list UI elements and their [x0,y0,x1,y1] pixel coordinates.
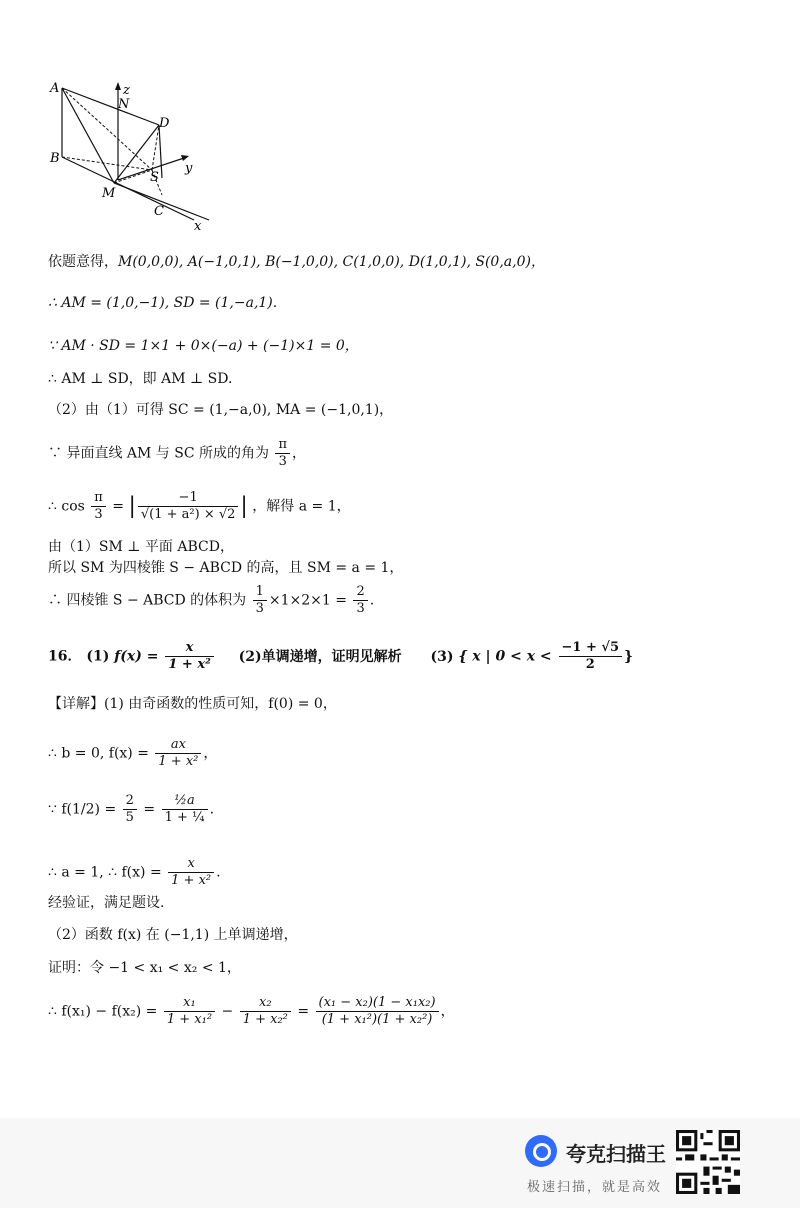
text: ， [203,745,218,762]
label-M: M [102,186,116,201]
question-number: 16． [48,648,82,665]
fraction-pi-3 [91,490,106,523]
fraction-answer-1 [165,640,213,673]
equals: = [297,1003,310,1020]
text: ∵ f(1/2) = [48,801,117,818]
text: ∴ f(x₁) − f(x₂) = [48,1003,158,1020]
label-S: S [150,170,159,185]
numerator: π [275,437,290,454]
numerator: ax [155,737,201,754]
text: ∴ b = 0, f(x) = [48,745,149,762]
numerator: x₁ [164,995,215,1012]
denominator: 1 + x₂² [242,1012,288,1027]
fraction-cos [138,490,239,523]
numerator: x₂ [240,995,291,1012]
line-difference [48,995,455,1028]
scanner-logo-icon [525,1135,557,1167]
text: ， [440,1003,455,1020]
minus: − [221,1003,234,1020]
numerator: x [168,856,214,873]
label-z: z [123,83,130,98]
text: ∴ 四棱锥 S − ABCD 的体积为 [48,592,247,609]
fraction-one-third [253,584,267,617]
text: ， [292,445,306,462]
numerator: −1 [138,490,239,507]
fraction [168,856,214,889]
line-verified: 经验证，满足题设. [48,895,165,911]
text: ∴ a = 1, ∴ f(x) = [48,864,162,881]
text: . [216,864,221,881]
denominator: 1 + ¼ [164,810,205,825]
label-D: D [159,116,170,131]
line-f-half [48,793,214,826]
fraction-answer-3 [559,640,622,673]
qr-code-icon [676,1130,740,1194]
part-label: (3) [430,648,454,665]
denominator: 2 [585,657,595,672]
line-angle [48,437,306,470]
denominator: 1 + x² [171,873,212,888]
text: ∴ cos [48,498,85,515]
fraction-x1 [164,995,215,1028]
line-coordinates [48,252,545,272]
text: ∵ 异面直线 AM 与 SC 所成的角为 [48,445,269,462]
equals: = [112,498,124,515]
label-y: y [185,161,193,176]
line-part2-vectors: （2）由（1）可得 SC = (1,−a,0), MA = (−1,0,1)， [48,402,394,418]
abs-bar: | [128,493,136,519]
line-volume [48,584,374,617]
denominator: √(1 + a²) × √2 [140,507,236,522]
numerator: 2 [353,584,367,601]
label-A: A [50,81,60,96]
denominator: 1 + x² [168,657,211,672]
line-perpendicular: ∴ AM ⊥ SD，即 AM ⊥ SD. [48,371,233,387]
fraction-two-fifths [123,793,137,826]
denominator: 3 [278,454,287,469]
label-x: x [194,219,202,230]
fraction-pi-3 [275,437,290,470]
line-sm-perp: 由（1）SM ⊥ 平面 ABCD， [48,539,234,555]
answer-2: (2)单调递增，证明见解析 [238,648,402,665]
brand-name: 夸克扫描王 [566,1142,666,1166]
line-part2-claim: （2）函数 f(x) 在 (−1,1) 上单调递增， [48,927,298,943]
text: ×1×2×1 = [268,592,347,609]
detail-heading: 【详解】(1) 由奇函数的性质可知，f(0) = 0， [48,696,337,712]
label-C: C [154,204,164,219]
numerator: −1 + √5 [559,640,622,657]
numerator: π [91,490,106,507]
abs-bar: | [240,493,248,519]
line-proof-start: 证明：令 −1 < x₁ < x₂ < 1， [48,960,241,976]
text: } [624,648,634,665]
denominator: 1 + x₁² [166,1012,213,1027]
numerator: 1 [253,584,267,601]
text: 依题意得， [48,254,118,270]
line-b-zero [48,737,217,770]
line-height: 所以 SM 为四棱锥 S − ABCD 的高，且 SM = a = 1， [48,560,404,576]
label-B: B [50,151,60,166]
label-N: N [118,97,130,112]
fraction-two-thirds [353,584,367,617]
fraction-combined [316,995,439,1028]
denominator: 3 [94,507,103,522]
line-cosine [48,490,351,523]
line-vectors: ∴ AM = (1,0,−1), SD = (1,−a,1). [48,295,278,311]
line-dot-product: ∵ AM · SD = 1×1 + 0×(−a) + (−1)×1 = 0， [48,338,359,354]
question-16-answers [48,640,633,673]
part-label: (1) [86,648,110,665]
numerator: ½a [162,793,208,810]
fraction-x2 [240,995,291,1028]
text: . [209,801,215,818]
denominator: (1 + x₁²)(1 + x₂²) [321,1012,433,1027]
equals: = [143,801,156,818]
text: { x | 0 < x < [458,648,552,665]
numerator: (x₁ − x₂)(1 − x₁x₂) [316,995,439,1012]
fraction-complex [162,793,208,826]
line-a-one [48,856,221,889]
brand-slogan: 极速扫描，就是高效 [527,1180,663,1195]
text: ，解得 a = 1， [252,498,351,515]
denominator: 1 + x² [158,754,199,769]
text: f(x) = [114,648,159,665]
denominator: 5 [125,810,134,825]
fraction [155,737,201,770]
denominator: 3 [255,601,264,616]
numerator: x [165,640,213,657]
coordinates: M(0,0,0), A(−1,0,1), B(−1,0,0), C(1,0,0), D(1,0,1), S(0,a,0)， [118,254,545,270]
pyramid-diagram [44,80,214,230]
denominator: 3 [356,601,365,616]
text: . [369,592,375,609]
numerator: 2 [123,793,137,810]
